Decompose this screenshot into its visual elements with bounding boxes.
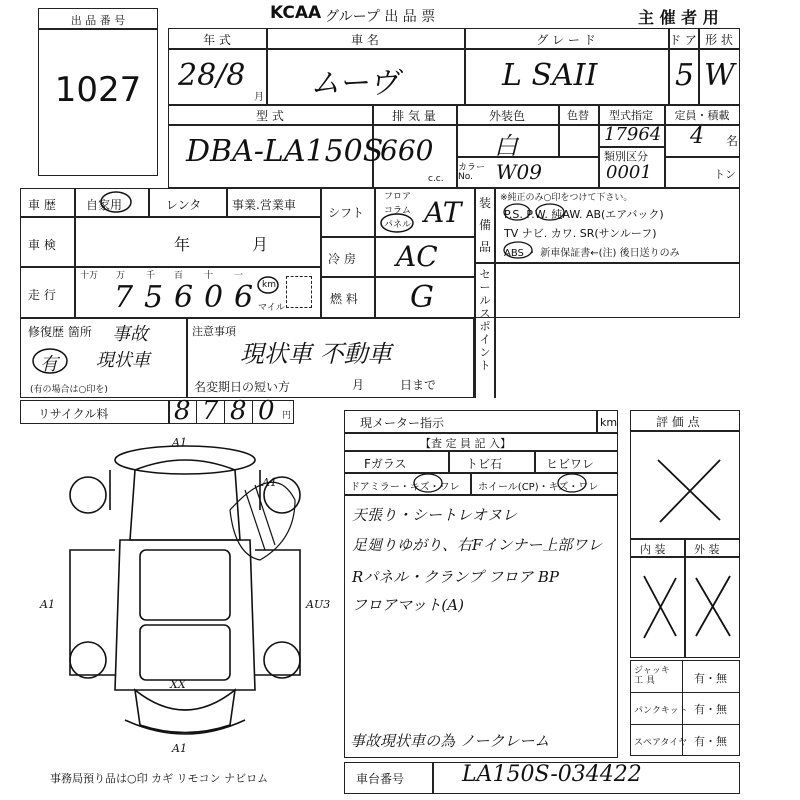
- repair-value-line1: 事故: [112, 324, 148, 345]
- diagram-mark-front: A1: [172, 436, 187, 449]
- grade-value: L SAII: [502, 58, 598, 93]
- mileage-digit: 0: [204, 280, 224, 315]
- wheel-scratch-circle: [556, 472, 588, 494]
- held-items-note: 事務局預り品は○印 カギ リモコン ナビロム: [50, 772, 269, 785]
- expiry-day: 日まで: [400, 378, 437, 392]
- shift-column: コラム: [384, 206, 411, 216]
- form-title: グループ 出 品 票: [325, 9, 436, 25]
- shift-value: AT: [424, 196, 462, 229]
- ps-circle: [502, 202, 532, 222]
- car-diagram: [40, 430, 330, 760]
- expiry-month: 月: [352, 378, 365, 392]
- lot-label: 出 品 番 号: [70, 14, 126, 27]
- remark-line: 事故現状車の為 ノークレーム: [350, 732, 550, 750]
- sales-point-label: セールスポイント: [479, 268, 491, 372]
- inspector-label: 【査 定 員 記 入】: [420, 437, 511, 450]
- history-label: 車 歴: [28, 198, 56, 212]
- remark-line: 足廻りゆがり、右Fインナー上部ワレ: [352, 536, 603, 554]
- expiry-label: 名変期日の短い方: [194, 380, 291, 394]
- shift-label: シフト: [328, 206, 365, 220]
- recycle-unit: 円: [282, 411, 292, 421]
- lot-number: 1027: [54, 70, 142, 110]
- shift-floor: フロア: [384, 192, 412, 202]
- color-no-label: カラー No.: [458, 163, 486, 182]
- name-label: 車 名: [351, 33, 379, 47]
- mileage-unit-km: km: [262, 280, 276, 290]
- wheel-label: ホイール(CP)・キズ・ワレ: [478, 482, 599, 493]
- equipment-line3: ABS ・ 新車保証書←(注) 後日送りのみ: [504, 248, 680, 259]
- logo: KCAA: [270, 3, 322, 23]
- evaluation-score-mark: [650, 450, 730, 530]
- remark-line: フロアマット(A): [352, 596, 464, 614]
- mileage-digit-label: 一: [234, 271, 244, 281]
- mileage-check-box: [286, 276, 312, 308]
- mirror-scratch-circle: [412, 472, 444, 494]
- inspection-label: 車 検: [28, 238, 56, 252]
- pw-circle: [534, 202, 566, 222]
- load-unit: トン: [714, 168, 736, 181]
- equipment-note: ※純正のみ○印をつけて下さい。: [500, 193, 633, 203]
- diagram-mark-left: A1: [40, 598, 55, 611]
- category-value: 0001: [606, 162, 652, 183]
- displacement-unit: c.c.: [428, 174, 444, 184]
- mirror-label: ドアミラー・キズ・ワレ: [350, 482, 460, 493]
- shape-value: W: [704, 58, 735, 93]
- ac-value: AC: [396, 240, 438, 273]
- model-label: 型 式: [256, 109, 284, 123]
- diagram-mark-right: AU3: [306, 598, 331, 611]
- chassis-value: LA150S-034422: [462, 762, 642, 787]
- shift-panel: パネル: [384, 220, 412, 230]
- tool-puncture-label: パンクキット: [634, 706, 688, 716]
- exterior-color-label: 外装色: [488, 109, 525, 123]
- mileage-digit: 7: [114, 280, 134, 315]
- tool-puncture-value: 有・無: [694, 703, 727, 716]
- remark-line: 天張り・シートレオヌレ: [352, 506, 518, 524]
- repair-note: (有の場合は○印を): [30, 385, 108, 395]
- recycle-digit: 8: [230, 396, 247, 426]
- tool-spare-value: 有・無: [694, 735, 727, 748]
- notes-value: 現状車 不動車: [240, 340, 392, 368]
- capacity-label: 定員・積載: [674, 109, 730, 122]
- km-circle: [255, 274, 281, 296]
- mileage-digit-label: 千: [146, 271, 156, 281]
- recycle-label: リサイクル料: [38, 407, 109, 421]
- doors-value: 5: [675, 58, 695, 93]
- displacement-label: 排 気 量: [392, 109, 436, 123]
- repair-yes-circle: [30, 346, 70, 376]
- recycle-digit: 8: [174, 396, 191, 426]
- grade-label: グ レ ー ド: [536, 33, 596, 47]
- mileage-digit: 5: [144, 280, 164, 315]
- mileage-digit-label: 十: [204, 271, 214, 281]
- chassis-label: 車台番号: [356, 772, 405, 786]
- category-label: 類別区分: [604, 150, 648, 163]
- tool-spare-label: スペアタイヤ: [634, 738, 688, 748]
- recycle-digit: 0: [258, 396, 275, 426]
- history-option-commercial: 事業.営業車: [232, 198, 296, 212]
- mileage-label: 走 行: [28, 288, 56, 302]
- mileage-digit-label: 万: [116, 271, 126, 281]
- exterior-label: 外 装: [694, 543, 720, 556]
- shape-label: 形 状: [705, 33, 733, 47]
- chip-label: トビ石: [466, 457, 503, 471]
- year-label: 年 式: [203, 33, 231, 47]
- type-designation-value: 17964: [604, 124, 662, 145]
- repair-label: 修復歴 箇所: [28, 325, 92, 339]
- history-option-rental: レンタ: [166, 198, 202, 212]
- mileage-digit-label: 十万: [80, 271, 99, 281]
- equipment-label: 装 備 品: [478, 196, 491, 254]
- meter-label: 現メーター指示: [360, 416, 445, 430]
- exterior-score-mark: [692, 572, 734, 642]
- history-option-private: 自家用: [86, 198, 123, 212]
- capacity-unit: 名: [726, 134, 739, 148]
- model-value: DBA-LA150S: [186, 134, 384, 169]
- organizer-label: 主 催 者 用: [638, 8, 719, 27]
- type-designation-label: 型式指定: [609, 109, 653, 122]
- doors-label: ド ア: [669, 33, 697, 47]
- repair-marked: 有: [40, 354, 58, 375]
- equipment-line1: P.S. P.W. 純AW. AB(エアバック): [504, 208, 664, 221]
- abs-circle: [502, 240, 534, 260]
- year-unit: 月: [254, 92, 264, 103]
- glass-label: Fガラス: [364, 457, 407, 471]
- panel-circle: [378, 212, 416, 234]
- fuel-label: 燃 料: [330, 292, 358, 306]
- recycle-digit: 7: [202, 396, 219, 426]
- evaluation-label: 評 価 点: [656, 415, 700, 429]
- displacement-value: 660: [380, 134, 434, 167]
- remark-line: Rパネル・クランプ フロア BP: [352, 568, 559, 586]
- mileage-unit-mile: マイル: [258, 303, 285, 313]
- color-no-value: W09: [496, 160, 543, 184]
- equipment-line2: TV ナビ. カワ. SR(サンルーフ): [504, 227, 657, 240]
- diagram-mark-rear: A1: [172, 742, 187, 755]
- interior-score-mark: [640, 572, 680, 642]
- interior-label: 内 装: [640, 543, 666, 556]
- diagram-mark-body: XX: [170, 678, 186, 691]
- diagram-mark-right-upper: A1: [262, 476, 277, 489]
- mileage-digit-label: 百: [174, 271, 184, 281]
- notes-label: 注意事項: [192, 325, 236, 338]
- inspection-year: 年: [174, 235, 191, 254]
- inspection-month: 月: [252, 235, 269, 254]
- year-value: 28/8: [178, 58, 246, 93]
- tool-jack-value: 有・無: [694, 672, 727, 685]
- name-value: ムーヴ: [310, 66, 399, 101]
- mileage-digit: 6: [234, 280, 254, 315]
- ac-label: 冷 房: [328, 252, 356, 266]
- tool-jack-label: ジャッキ 工 具: [634, 666, 670, 686]
- fuel-value: G: [410, 280, 434, 315]
- private-use-circle: [96, 188, 136, 216]
- crack-label: ヒビワレ: [546, 457, 595, 471]
- interior-color-label: 色替: [567, 109, 589, 122]
- repair-value-line2: 現状車: [96, 350, 150, 371]
- exterior-color-value: 白: [494, 132, 518, 160]
- capacity-value: 4: [690, 124, 704, 149]
- meter-unit: km: [600, 416, 618, 429]
- mileage-digit: 6: [174, 280, 194, 315]
